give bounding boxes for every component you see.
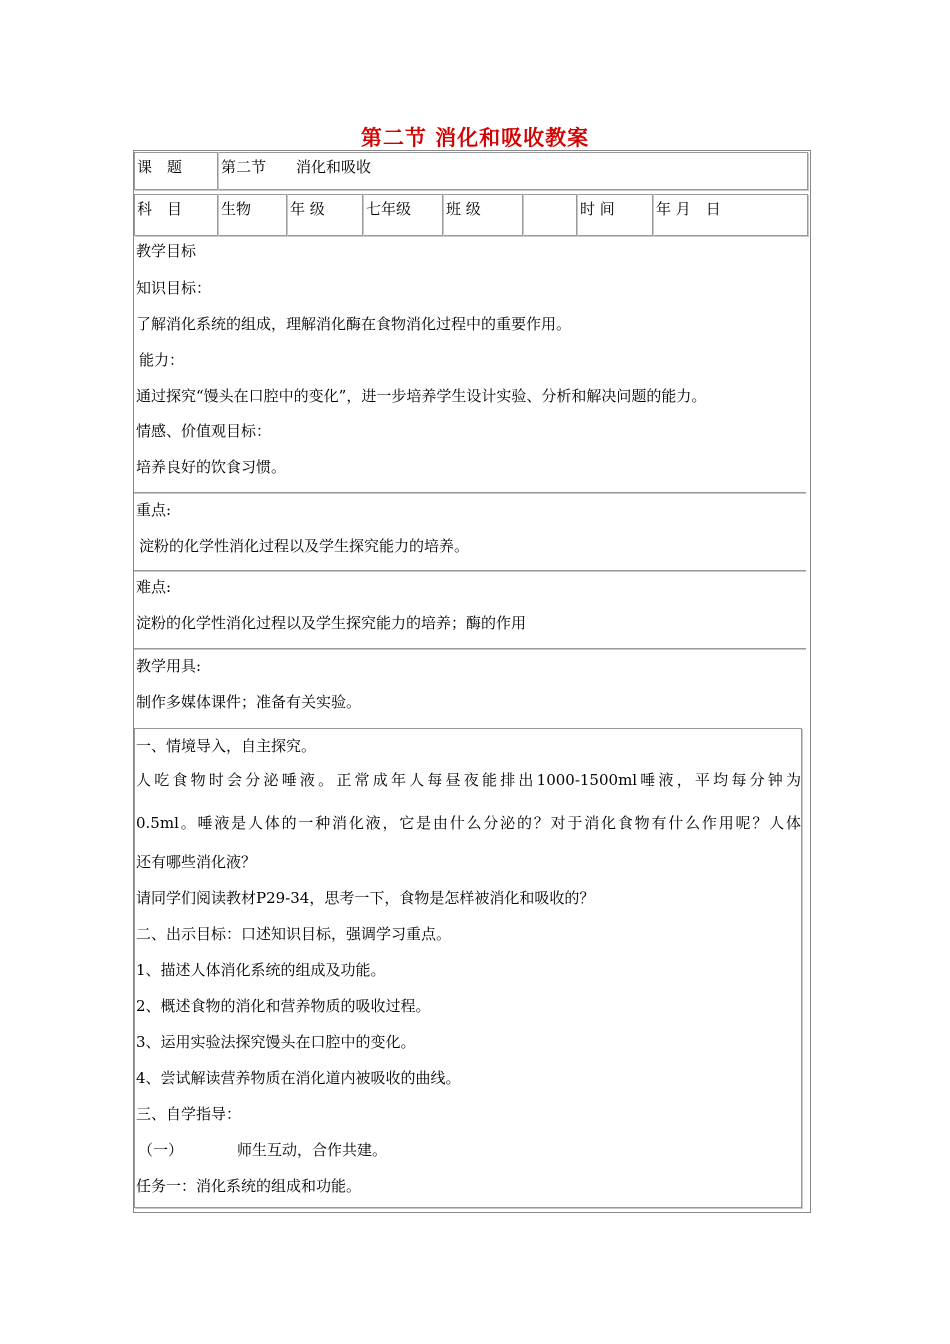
knowledge-text: 了解消化系统的组成，理解消化酶在食物消化过程中的重要作用。 [136,315,572,333]
process-line-13: 任务一：消化系统的组成和功能。 [136,1177,362,1195]
ability-text: 通过探究“馒头在口腔中的变化”，进一步培养学生设计实验、分析和解决问题的能力。 [136,387,707,405]
info-divider-7 [652,194,653,236]
difficulties-label: 难点: [136,578,172,596]
knowledge-label: 知识目标： [136,279,212,297]
document-title: 第二节 消化和吸收教案 [360,126,590,150]
process-line-12-text: 师生互动，合作共建。 [237,1141,388,1159]
topic-divider [217,152,218,190]
process-line-2: 人吃食物时会分泌唾液。正常成年人每昼夜能排出1000-1500ml唾液，平均每分钟为 [136,771,801,789]
process-line-8: 2、概述食物的消化和营养物质的吸收过程。 [136,997,431,1015]
separator-key-points [134,492,806,493]
objectives-heading: 教学目标 [136,242,197,260]
process-line-9: 3、运用实验法探究馒头在口腔中的变化。 [136,1033,416,1051]
subject-label: 科 目 [137,200,183,218]
emotion-label: 情感、价值观目标： [136,422,272,440]
subject-value: 生物 [221,200,252,218]
info-divider-6 [576,194,577,236]
time-label: 时 间 [580,200,615,218]
topic-value: 第二节 消化和吸收 [221,158,372,176]
info-divider-1 [217,194,218,236]
time-value: 年 月 日 [656,200,721,218]
difficulties-text: 淀粉的化学性消化过程以及学生探究能力的培养；酶的作用 [136,614,527,632]
process-line-1: 一、情境导入，自主探究。 [136,737,317,755]
process-line-3: 0.5ml。唾液是人体的一种消化液，它是由什么分泌的？对于消化食物有什么作用呢？人体 [136,814,801,832]
process-line-12-prefix: （一） [138,1141,184,1159]
key-points-label: 重点: [136,501,172,519]
info-divider-4 [442,194,443,236]
process-line-5: 请同学们阅读教材P29-34，思考一下，食物是怎样被消化和吸收的？ [136,889,595,907]
tools-label: 教学用具: [136,657,202,675]
process-line-6: 二、出示目标：口述知识目标，强调学习重点。 [136,925,452,943]
topic-label: 课 题 [137,158,183,176]
process-line-7: 1、描述人体消化系统的组成及功能。 [136,961,386,979]
class-label: 班 级 [446,200,481,218]
grade-label: 年 级 [290,200,325,218]
process-line-11: 三、自学指导： [136,1105,242,1123]
tools-text: 制作多媒体课件；准备有关实验。 [136,693,362,711]
separator-tools [134,648,806,649]
info-divider-3 [362,194,363,236]
process-line-4: 还有哪些消化液？ [136,853,257,871]
key-points-text: 淀粉的化学性消化过程以及学生探究能力的培养。 [139,537,470,555]
process-line-10: 4、尝试解读营养物质在消化道内被吸收的曲线。 [136,1069,461,1087]
ability-label: 能力： [139,351,185,369]
info-divider-5 [522,194,523,236]
separator-difficulties [134,570,806,571]
grade-value: 七年级 [366,200,412,218]
info-divider-2 [286,194,287,236]
emotion-text: 培养良好的饮食习惯。 [136,458,287,476]
